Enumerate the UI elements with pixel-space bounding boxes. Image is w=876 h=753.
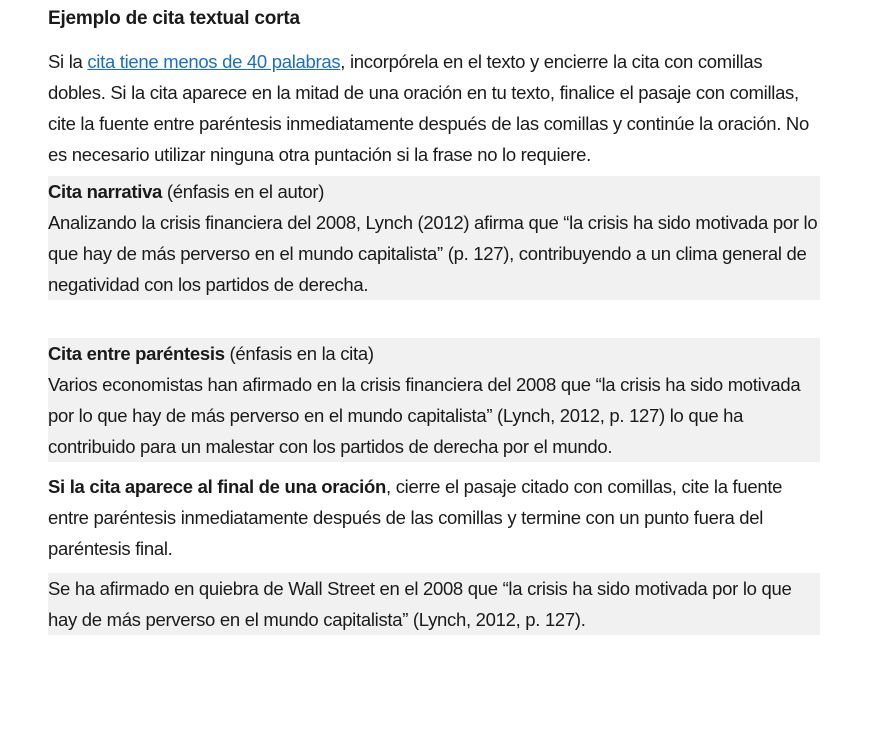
end-of-sentence-body: , cierre el pasaje citado con comillas, cite la fuente entre paréntesis inmediatamente después de las comillas y termine con un punto fuera del paréntesis final.	[48, 476, 783, 559]
narrative-citation-block	[48, 176, 820, 300]
parenthetical-citation-title-line	[48, 338, 820, 369]
section-heading: Ejemplo de cita textual corta	[48, 8, 300, 29]
intro-pre-link: Si la	[48, 51, 88, 72]
narrative-citation-title-line	[48, 176, 820, 207]
parenthetical-citation-note: (énfasis en la cita)	[224, 343, 374, 364]
document-page	[48, 6, 820, 635]
narrative-citation-body: Analizando la crisis financiera del 2008, Lynch (2012) afirma que “la crisis ha sido motivada por lo que hay de más perverso en el mundo capitalista” (p. 127), contribuyendo a un clima general de negatividad con los partidos de derecha.	[48, 212, 818, 295]
end-of-sentence-example-block	[48, 573, 820, 635]
end-of-sentence-paragraph	[48, 471, 820, 564]
parenthetical-citation-body: Varios economistas han afirmado en la crisis financiera del 2008 que “la crisis ha sido motivada por lo que hay de más perverso en el mundo capitalista” (Lynch, 2012, p. 127) lo que ha contribuido para un malestar con los partidos de derecha por el mundo.	[48, 374, 801, 457]
narrative-citation-title: Cita narrativa	[48, 181, 163, 202]
intro-post-link: , incorpórela en el texto y encierre la cita con comillas dobles. Si la cita aparece en la mitad de una oración en tu texto, finalice el pasaje con comillas, cite la fuente entre paréntesis inmediatamente después de las comillas y continúe la oración. No es necesario utilizar ninguna otra puntación si la frase no lo requiere.	[48, 51, 809, 165]
intro-paragraph	[48, 46, 820, 170]
parenthetical-citation-title: Cita entre paréntesis	[48, 343, 225, 364]
end-of-sentence-example-body: Se ha afirmado en quiebra de Wall Street en el 2008 que “la crisis ha sido motivada por lo que hay de más perverso en el mundo capitalista” (Lynch, 2012, p. 127).	[48, 578, 792, 630]
parenthetical-citation-block	[48, 338, 820, 462]
narrative-citation-note: (énfasis en el autor)	[162, 181, 325, 202]
end-of-sentence-title: Si la cita aparece al final de una oración	[48, 476, 387, 497]
quote-length-link[interactable]: cita tiene menos de 40 palabras	[87, 51, 341, 72]
